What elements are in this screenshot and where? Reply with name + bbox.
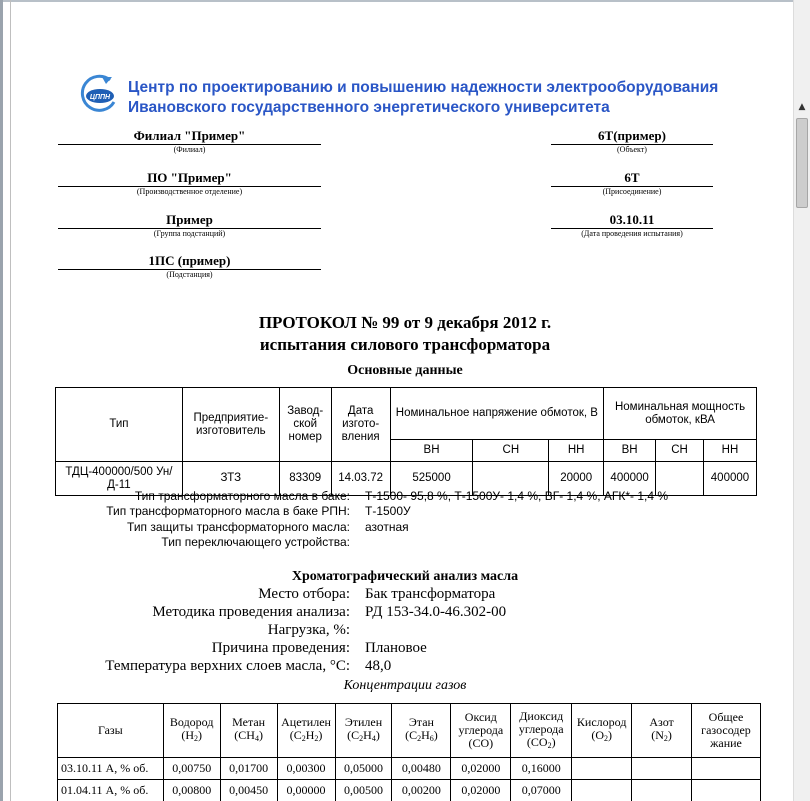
- connection-value: 6Т: [624, 170, 640, 185]
- cell-total: [692, 758, 761, 780]
- header-nitrogen: Азот $(N_2)$: [632, 704, 692, 758]
- cell-sample-label: 03.10.11 А, % об.: [58, 758, 164, 780]
- table-row: [58, 758, 761, 780]
- org-title-line-2: Ивановского государственного энергетического университета: [128, 99, 610, 116]
- branch-caption: (Филиал): [173, 145, 206, 154]
- cell-c2h2: 0,00000: [277, 780, 335, 801]
- subheader-power-mv: СН: [656, 440, 704, 462]
- cell-ch4: 0,01700: [220, 758, 277, 780]
- cell-c2h6: 0,00480: [392, 758, 451, 780]
- substation-group-value: Пример: [166, 212, 213, 227]
- header-carbon-monoxide: [451, 704, 511, 758]
- sampling-place-label: Место отбора:: [258, 586, 350, 602]
- field-branch: [58, 128, 321, 155]
- cell-power-hv: 400000: [604, 462, 656, 496]
- field-production-division: [58, 170, 321, 197]
- subheader-power-lv: НН: [703, 440, 756, 462]
- carbon-monoxide-name: Оксид углерода: [458, 710, 504, 737]
- oil-type-oltc-value: Т-1500У: [365, 504, 411, 518]
- carbon-dioxide-name: Диоксид углерода: [518, 708, 564, 736]
- cell-n2: [632, 780, 692, 801]
- oxygen-name: Кислород: [576, 715, 627, 729]
- chromatography-heading: Хроматографический анализ масла: [291, 569, 519, 584]
- test-date-caption: (Дата проведения испытания): [581, 229, 683, 238]
- header-total-gas: Общее газосодер жание: [692, 704, 761, 758]
- header-oxygen: Кислород $(O_2)$: [572, 704, 632, 758]
- cell-total: [692, 780, 761, 801]
- cell-serial-number: 83309: [279, 462, 331, 496]
- oil-type-oltc-label: Тип трансформаторного масла в баке РПН:: [106, 504, 350, 518]
- header-methane: Метан $(CH_4)$: [220, 704, 277, 758]
- carbon-monoxide-formula: (CO): [468, 736, 494, 750]
- acetylene-formula: H: [305, 728, 315, 742]
- carbon-dioxide-formula: CO: [530, 734, 548, 749]
- protocol-title: ПРОТОКОЛ № 99 от 9 декабря 2012 г.: [258, 313, 552, 332]
- oil-protection-value: азотная: [365, 520, 409, 534]
- cell-n2: [632, 758, 692, 780]
- cell-co2: 0,16000: [511, 758, 572, 780]
- transformer-data-table: [55, 387, 757, 496]
- nitrogen-name: Азот: [649, 715, 674, 729]
- cell-co: 0,02000: [451, 780, 511, 801]
- ethylene-formula: C: [351, 728, 360, 742]
- production-division-value: ПО "Пример": [147, 170, 232, 185]
- cell-h2: 0,00750: [163, 758, 220, 780]
- subheader-voltage-mv: СН: [473, 440, 549, 462]
- formula-subscript: 4: [254, 734, 259, 743]
- hydrogen-formula: H: [185, 728, 195, 742]
- oil-type-value: Т-1500- 95,8 %, Т-1500У- 1,4 %, ВГ- 1,4 %, АГК*- 1,4 %: [365, 489, 669, 503]
- header-manufacturer: Предприятие-изготовитель: [182, 388, 279, 462]
- header-ethylene: Этилен $(C_2H_4)$: [335, 704, 392, 758]
- cell-c2h6: 0,00200: [392, 780, 451, 801]
- test-date-value: 03.10.11: [609, 212, 655, 227]
- connection-caption: (Присоединение): [602, 187, 662, 196]
- oil-temperature-label: Температура верхних слоев масла, °С:: [105, 658, 350, 674]
- acetylene-formula: C: [293, 728, 302, 742]
- reason-value: Плановое: [365, 640, 427, 656]
- header-ethane: Этан $(C_2H_6)$: [392, 704, 451, 758]
- field-substation: [58, 253, 321, 280]
- methane-name: Метан: [232, 715, 266, 729]
- vertical-scrollbar[interactable]: [793, 0, 810, 801]
- branch-value: Филиал "Пример": [133, 128, 246, 143]
- cell-co2: 0,07000: [511, 780, 572, 801]
- formula-subscript: 2: [604, 734, 609, 743]
- organization-logo: [80, 74, 120, 114]
- field-substation-group: [58, 212, 321, 239]
- formula-subscript: 2: [417, 734, 422, 743]
- reason-label: Причина проведения:: [211, 640, 350, 656]
- oil-protection-label: Тип защиты трансформаторного масла:: [127, 520, 350, 534]
- formula-subscript: 4: [371, 734, 376, 743]
- cell-sample-label: 01.04.11 А, % об.: [58, 780, 164, 801]
- field-test-date: [551, 212, 713, 239]
- oil-temperature-value: 48,0: [365, 658, 392, 674]
- substation-group-caption: (Группа подстанций): [153, 229, 226, 238]
- cell-voltage-lv: 20000: [549, 462, 604, 496]
- cell-co: 0,02000: [451, 758, 511, 780]
- sampling-place-value: Бак трансформатора: [365, 586, 496, 602]
- oil-type-label: Тип трансформаторного масла в баке:: [134, 489, 350, 503]
- header-hydrogen: Водород $(H_2)$: [163, 704, 220, 758]
- cell-ch4: 0,00450: [220, 780, 277, 801]
- cell-c2h2: 0,00300: [277, 758, 335, 780]
- protocol-subtitle: испытания силового трансформатора: [259, 335, 551, 354]
- scroll-thumb[interactable]: [796, 118, 808, 208]
- field-connection: [551, 170, 713, 197]
- acetylene-name: Ацетилен: [281, 715, 331, 729]
- analysis-method-value: РД 153-34.0-46.302-00: [365, 604, 507, 620]
- gas-concentrations-heading: Концентрации газов: [343, 678, 467, 693]
- org-title-line-1: Центр по проектированию и повышению надежности электрооборудования: [128, 79, 719, 96]
- header-gases: Газы: [58, 704, 164, 758]
- header-carbon-dioxide: Диоксид углерода $(CO_2)$: [511, 704, 572, 758]
- substation-caption: (Подстанция): [166, 270, 213, 279]
- table-header-row: [56, 388, 757, 440]
- formula-subscript: 2: [301, 734, 306, 743]
- formula-subscript: 2: [314, 734, 319, 743]
- ethane-formula: C: [409, 728, 418, 742]
- object-caption: (Объект): [617, 145, 647, 154]
- cell-manufacture-date: 14.03.72: [331, 462, 390, 496]
- header-type: Тип: [56, 388, 183, 462]
- gas-concentration-table: [57, 703, 761, 801]
- nitrogen-formula: N: [655, 728, 664, 742]
- ethane-name: Этан: [408, 715, 434, 729]
- basic-data-heading: Основные данные: [347, 363, 463, 378]
- header-rated-power: Номинальная мощность обмоток, кВА: [604, 388, 757, 440]
- subheader-voltage-lv: НН: [549, 440, 604, 462]
- formula-subscript: 2: [547, 740, 552, 750]
- header-rated-voltage: Номинальное напряжение обмоток, В: [390, 388, 604, 440]
- formula-subscript: 2: [359, 734, 364, 743]
- substation-value: 1ПС (пример): [148, 253, 231, 268]
- window-top-edge: [0, 0, 793, 2]
- cell-voltage-hv: 525000: [390, 462, 473, 496]
- header-serial-number: Завод-ской номер: [279, 388, 331, 462]
- object-value: 6Т(пример): [598, 128, 666, 143]
- subheader-voltage-hv: ВН: [390, 440, 473, 462]
- ethane-formula: H: [421, 728, 430, 742]
- hydrogen-name: Водород: [169, 715, 214, 729]
- formula-subscript: 2: [194, 734, 199, 743]
- oxygen-formula: O: [595, 728, 605, 742]
- logo-text: ЦППН: [89, 94, 111, 101]
- methane-formula: CH: [238, 728, 255, 742]
- ethylene-name: Этилен: [344, 715, 383, 729]
- cell-c2h4: 0,05000: [335, 758, 392, 780]
- header-manufacture-date: Дата изгото-вления: [331, 388, 390, 462]
- cell-manufacturer: ЗТЗ: [182, 462, 279, 496]
- cell-c2h4: 0,00500: [335, 780, 392, 801]
- cell-h2: 0,00800: [163, 780, 220, 801]
- field-object: [551, 128, 713, 155]
- subheader-power-hv: ВН: [604, 440, 656, 462]
- header-acetylene: Ацетилен $(C_2H_2)$: [277, 704, 335, 758]
- scroll-up-arrow-icon[interactable]: ▲: [798, 102, 806, 112]
- cell-o2: [572, 758, 632, 780]
- production-division-caption: (Производственное отделение): [136, 187, 243, 196]
- load-label: Нагрузка, %:: [267, 622, 350, 638]
- analysis-method-label: Методика проведения анализа:: [152, 604, 350, 620]
- cell-o2: [572, 780, 632, 801]
- formula-subscript: 2: [663, 734, 668, 743]
- gas-table-header-row: [58, 704, 761, 758]
- cell-power-lv: 400000: [703, 462, 756, 496]
- table-row: [58, 780, 761, 801]
- ethylene-formula: H: [363, 728, 372, 742]
- formula-subscript: 6: [429, 734, 434, 743]
- cell-type: ТДЦ-400000/500 Ун/Д-11: [56, 462, 183, 496]
- tap-changer-label: Тип переключающего устройства:: [161, 535, 350, 549]
